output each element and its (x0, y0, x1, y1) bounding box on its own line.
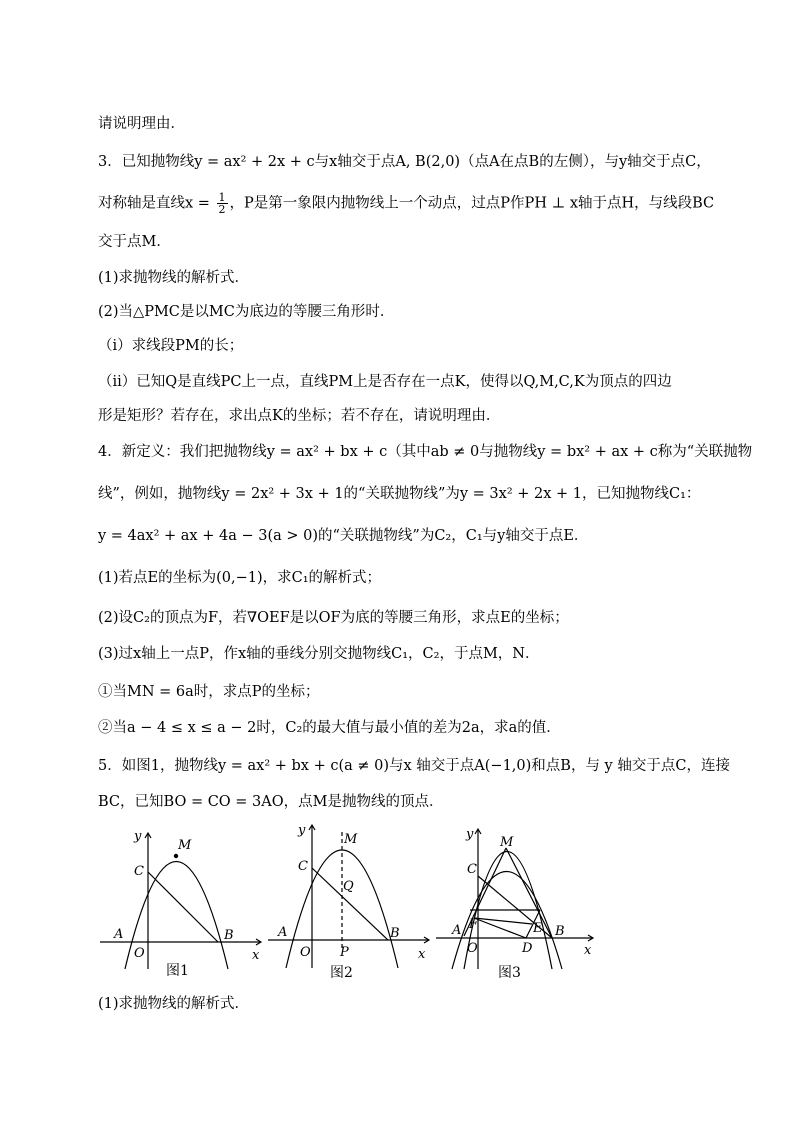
label-b: B (390, 926, 400, 941)
problem-4-c1: y = 4ax² + ax + 4a − 3(a > 0)的“关联抛物线”为C₂，C₁与y轴交于点E． (98, 528, 589, 544)
figure-2 (268, 818, 438, 974)
fraction-one-half (217, 192, 228, 215)
fraction-denominator: 2 (218, 203, 226, 216)
axis-text-b: ，P是第一象限内抛物线上一个动点，过点P作PH ⊥ x轴于点H，与线段BC (229, 195, 715, 212)
segment-mb (506, 848, 552, 938)
problem-4-part-3-2: ②当a − 4 ≤ x ≤ a − 2时，C₂的最大值与最小值的差为2a，求a的值． (98, 720, 561, 736)
label-m: M (500, 835, 514, 850)
label-p: P (340, 945, 349, 960)
label-e: E (533, 921, 543, 936)
problem-3-intersect: 交于点M． (98, 234, 171, 250)
label-a: A (452, 923, 462, 938)
label-f: F (469, 917, 479, 932)
fraction-numerator: 1 (218, 191, 226, 204)
label-a: A (278, 925, 288, 940)
figure-1-caption: 图1 (166, 963, 189, 979)
label-a: A (114, 927, 124, 942)
label-q: Q (343, 879, 354, 894)
label-x: x (418, 947, 426, 962)
label-d: D (522, 941, 533, 956)
label-y: y (134, 829, 142, 844)
figure-2-caption: 图2 (330, 965, 353, 981)
problem-3-part-2i: （i）求线段PM的长； (98, 338, 244, 354)
figure-3-caption: 图3 (498, 965, 521, 981)
problem-4-part-2: (2)设C₂的顶点为F，若∇OEF是以OF为底的等腰三角形，求点E的坐标； (98, 610, 569, 626)
problem-4-part-1: (1)若点E的坐标为(0,−1)，求C₁的解析式； (98, 570, 382, 586)
problem-4-intro: 4．新定义：我们把抛物线y = ax² + bx + c（其中ab ≠ 0与抛物线y = bx² + ax + c称为“关联抛物 (98, 444, 753, 460)
problem-4-example: 线”，例如，抛物线y = 2x² + 3x + 1的“关联抛物线”为y = 3x² + 2x + 1，已知抛物线C₁： (98, 486, 701, 502)
problem-3-part-1: (1)求抛物线的解析式． (98, 270, 250, 286)
label-c: C (298, 859, 308, 874)
axis-text-a: 对称轴是直线x = (98, 195, 215, 212)
label-m: M (344, 832, 358, 847)
problem-3-part-2ii: （ii）已知Q是直线PC上一点，直线PM上是否存在一点K，使得以Q,M,C,K为顶点的四边 (98, 374, 672, 390)
text-line-1: 请说明理由． (98, 116, 185, 132)
segment-bc (148, 872, 218, 942)
label-y: y (466, 827, 474, 842)
figure-1 (100, 824, 270, 974)
problem-5-given: BC，已知BO = CO = 3AO，点M是抛物线的顶点． (98, 794, 444, 810)
label-b: B (555, 924, 565, 939)
problem-3-part-2: (2)当△PMC是以MC为底边的等腰三角形时． (98, 304, 395, 320)
label-m: M (178, 838, 192, 853)
problem-4-part-3: (3)过x轴上一点P，作x轴的垂线分别交抛物线C₁，C₂，于点M，N． (98, 646, 540, 662)
problem-3-axis-line (98, 192, 714, 215)
label-c: C (467, 862, 477, 877)
problem-3-part-2ii-cont: 形是矩形？若存在，求出点K的坐标；若不存在，请说明理由． (98, 408, 501, 424)
label-o: O (467, 941, 478, 956)
label-x: x (252, 948, 260, 963)
label-b: B (224, 928, 234, 943)
label-y: y (298, 823, 306, 838)
figure-3 (436, 824, 606, 974)
label-x: x (584, 943, 592, 958)
problem-5-intro: 5．如图1，抛物线y = ax² + bx + c(a ≠ 0)与x 轴交于点A(−1,0)和点B，与 y 轴交于点C，连接 (98, 758, 730, 774)
vertex-point-m (174, 854, 178, 858)
problem-5-part-1: (1)求抛物线的解析式． (98, 996, 250, 1012)
problem-3-intro: 3．已知抛物线y = ax² + 2x + c与x轴交于点A, B(2,0)（点A在点B的左侧），与y轴交于点C， (98, 154, 711, 170)
label-c: C (134, 864, 144, 879)
problem-4-part-3-1: ①当MN = 6a时，求点P的坐标； (98, 684, 320, 700)
label-o: O (300, 945, 311, 960)
label-o: O (134, 946, 145, 961)
